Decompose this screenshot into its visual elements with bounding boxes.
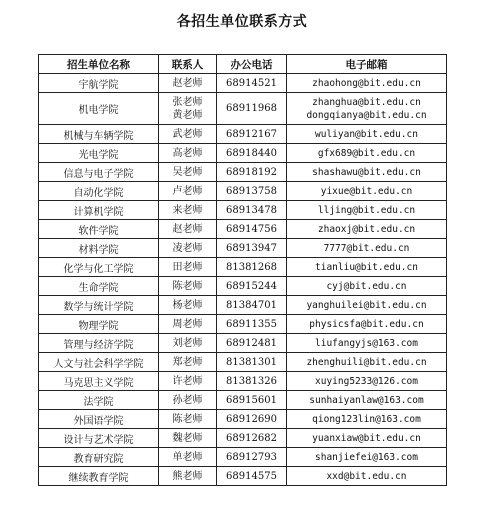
cell-email <box>287 391 447 410</box>
email-address: yuanxiaw@bit.edu.cn <box>312 432 421 444</box>
page-title: 各招生单位联系方式 <box>176 14 308 30</box>
table-row <box>39 410 447 429</box>
cell-contact <box>159 258 217 277</box>
email-address: dongqianya@bit.edu.cn <box>306 109 427 121</box>
email-address: yanghuilei@bit.edu.cn <box>306 299 427 311</box>
cell-school: 材料学院 <box>39 239 159 258</box>
contact-name: 张老师 <box>172 96 203 108</box>
cell-contact <box>159 353 217 372</box>
table-body <box>39 74 447 486</box>
contact-name: 郑老师 <box>172 356 203 368</box>
cell-phone: 68914575 <box>217 467 287 486</box>
email-address: gfx689@bit.edu.cn <box>317 147 416 159</box>
cell-email <box>287 258 447 277</box>
email-address: xuying5233@126.com <box>315 375 418 387</box>
cell-phone: 68911355 <box>217 315 287 334</box>
table-row <box>39 201 447 220</box>
cell-phone: 68912167 <box>217 125 287 144</box>
cell-school: 管理与经济学院 <box>39 334 159 353</box>
email-address: qiong123lin@163.com <box>312 413 421 425</box>
cell-contact <box>159 277 217 296</box>
email-address: 7777@bit.edu.cn <box>323 242 410 254</box>
cell-school: 机械与车辆学院 <box>39 125 159 144</box>
email-address: lljing@bit.edu.cn <box>317 204 416 216</box>
cell-school: 数学与统计学院 <box>39 296 159 315</box>
email-address: shashawu@bit.edu.cn <box>312 166 421 178</box>
email-address: yixue@bit.edu.cn <box>320 185 413 197</box>
cell-contact <box>159 296 217 315</box>
contact-name: 杨老师 <box>172 299 203 311</box>
cell-phone: 68913758 <box>217 182 287 201</box>
cell-email <box>287 182 447 201</box>
header-phone: 办公电话 <box>217 55 287 74</box>
cell-phone: 68915601 <box>217 391 287 410</box>
cell-email <box>287 74 447 93</box>
contact-name: 魏老师 <box>172 432 203 444</box>
header-email: 电子邮箱 <box>287 55 447 74</box>
table-header-row <box>39 55 447 74</box>
cell-phone: 68913478 <box>217 201 287 220</box>
table-row <box>39 163 447 182</box>
cell-email <box>287 277 447 296</box>
cell-email <box>287 220 447 239</box>
cell-email <box>287 334 447 353</box>
cell-email <box>287 372 447 391</box>
table-row <box>39 372 447 391</box>
cell-phone: 81381301 <box>217 353 287 372</box>
cell-contact <box>159 220 217 239</box>
cell-contact <box>159 201 217 220</box>
cell-school: 计算机学院 <box>39 201 159 220</box>
cell-email <box>287 353 447 372</box>
cell-school: 生命学院 <box>39 277 159 296</box>
table-row <box>39 353 447 372</box>
contact-name: 许老师 <box>172 375 203 387</box>
contact-name: 陈老师 <box>172 413 203 425</box>
table-row <box>39 93 447 125</box>
contact-name: 赵老师 <box>172 223 203 235</box>
cell-phone: 68912682 <box>217 429 287 448</box>
table-row <box>39 125 447 144</box>
contact-name: 周老师 <box>172 318 203 330</box>
header-contact: 联系人 <box>159 55 217 74</box>
cell-school: 法学院 <box>39 391 159 410</box>
email-address: xxd@bit.edu.cn <box>326 470 407 482</box>
cell-contact <box>159 125 217 144</box>
table-row <box>39 277 447 296</box>
cell-school: 外国语学院 <box>39 410 159 429</box>
contact-name: 刘老师 <box>172 337 203 349</box>
email-address: zhanghua@bit.edu.cn <box>312 96 421 108</box>
cell-email <box>287 201 447 220</box>
contact-name: 武老师 <box>172 128 203 140</box>
cell-contact <box>159 74 217 93</box>
cell-school: 信息与电子学院 <box>39 163 159 182</box>
cell-contact <box>159 239 217 258</box>
email-address: physicsfa@bit.edu.cn <box>309 318 424 330</box>
cell-school: 化学与化工学院 <box>39 258 159 277</box>
contact-name: 陈老师 <box>172 280 203 292</box>
cell-contact <box>159 315 217 334</box>
cell-email <box>287 429 447 448</box>
contacts-table <box>38 54 447 486</box>
contact-name: 来老师 <box>172 204 203 216</box>
table-row <box>39 448 447 467</box>
email-address: cyj@bit.edu.cn <box>326 280 407 292</box>
cell-contact <box>159 93 217 125</box>
cell-contact <box>159 163 217 182</box>
table-row <box>39 296 447 315</box>
email-address: zhaohong@bit.edu.cn <box>312 77 421 89</box>
cell-school: 机电学院 <box>39 93 159 125</box>
contact-name: 卢老师 <box>172 185 203 197</box>
table-row <box>39 144 447 163</box>
email-address: tianliu@bit.edu.cn <box>315 261 418 273</box>
email-address: zhaoxj@bit.edu.cn <box>317 223 416 235</box>
cell-email <box>287 144 447 163</box>
cell-contact <box>159 372 217 391</box>
email-address: liufangyjs@163.com <box>315 337 418 349</box>
email-address: zhenghuili@bit.edu.cn <box>306 356 427 368</box>
cell-contact <box>159 410 217 429</box>
cell-phone: 81381326 <box>217 372 287 391</box>
cell-email <box>287 93 447 125</box>
cell-phone: 68913947 <box>217 239 287 258</box>
cell-school: 自动化学院 <box>39 182 159 201</box>
cell-email <box>287 296 447 315</box>
cell-email <box>287 467 447 486</box>
cell-school: 物理学院 <box>39 315 159 334</box>
cell-phone: 68918192 <box>217 163 287 182</box>
contact-name: 凌老师 <box>172 242 203 254</box>
cell-phone: 68912481 <box>217 334 287 353</box>
cell-contact <box>159 448 217 467</box>
cell-phone: 68911968 <box>217 93 287 125</box>
cell-school: 软件学院 <box>39 220 159 239</box>
cell-phone: 68912793 <box>217 448 287 467</box>
contact-name: 熊老师 <box>172 470 203 482</box>
cell-phone: 68914521 <box>217 74 287 93</box>
cell-phone: 68912690 <box>217 410 287 429</box>
table-row <box>39 258 447 277</box>
cell-email <box>287 410 447 429</box>
cell-email <box>287 239 447 258</box>
cell-contact <box>159 429 217 448</box>
cell-school: 教育研究院 <box>39 448 159 467</box>
contact-name: 赵老师 <box>172 77 203 89</box>
email-address: shanjiefei@163.com <box>315 451 418 463</box>
contact-name: 吴老师 <box>172 166 203 178</box>
cell-school: 设计与艺术学院 <box>39 429 159 448</box>
cell-school: 人文与社会科学学院 <box>39 353 159 372</box>
table-row <box>39 239 447 258</box>
table-row <box>39 467 447 486</box>
contact-name: 孙老师 <box>172 394 203 406</box>
contact-name: 高老师 <box>172 147 203 159</box>
cell-phone: 81381268 <box>217 258 287 277</box>
cell-contact <box>159 334 217 353</box>
cell-school: 马克思主义学院 <box>39 372 159 391</box>
cell-phone: 68915244 <box>217 277 287 296</box>
table-row <box>39 429 447 448</box>
header-school: 招生单位名称 <box>39 55 159 74</box>
cell-school: 宇航学院 <box>39 74 159 93</box>
cell-school: 光电学院 <box>39 144 159 163</box>
cell-email <box>287 448 447 467</box>
contact-name: 田老师 <box>172 261 203 273</box>
contact-name: 黄老师 <box>172 109 203 121</box>
email-address: wuliyan@bit.edu.cn <box>315 128 418 140</box>
cell-contact <box>159 391 217 410</box>
table-row <box>39 391 447 410</box>
cell-phone: 68918440 <box>217 144 287 163</box>
cell-school: 继续教育学院 <box>39 467 159 486</box>
cell-contact <box>159 467 217 486</box>
contact-name: 单老师 <box>172 451 203 463</box>
cell-email <box>287 315 447 334</box>
cell-phone: 68914756 <box>217 220 287 239</box>
table-row <box>39 74 447 93</box>
table-row <box>39 182 447 201</box>
cell-phone: 81384701 <box>217 296 287 315</box>
table-row <box>39 334 447 353</box>
cell-contact <box>159 144 217 163</box>
email-address: sunhaiyanlaw@163.com <box>309 394 424 406</box>
cell-email <box>287 125 447 144</box>
table-row <box>39 220 447 239</box>
table-row <box>39 315 447 334</box>
cell-email <box>287 163 447 182</box>
cell-contact <box>159 182 217 201</box>
